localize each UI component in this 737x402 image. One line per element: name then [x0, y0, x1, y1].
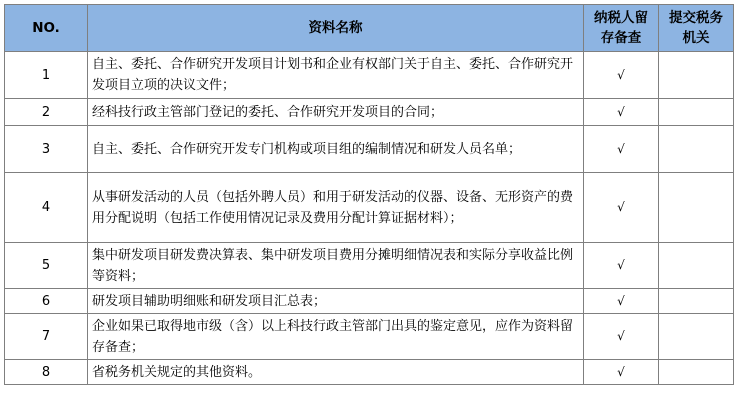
submit-cell — [659, 52, 734, 99]
table-row — [5, 314, 734, 360]
header-retain: 纳税人留存备查 — [584, 5, 659, 52]
document-name: 从事研发活动的人员（包括外聘人员）和用于研发活动的仪器、设备、无形资产的费用分配说明（包括工作使用情况记录及费用分配计算证据材料）； — [88, 173, 584, 243]
submit-cell — [659, 126, 734, 173]
retain-check: √ — [584, 99, 659, 126]
table-header-row — [5, 5, 734, 52]
header-name: 资料名称 — [88, 5, 584, 52]
row-number: 4 — [5, 173, 88, 243]
row-number: 1 — [5, 52, 88, 99]
document-name: 省税务机关规定的其他资料。 — [88, 360, 584, 385]
document-name: 集中研发项目研发费决算表、集中研发项目费用分摊明细情况表和实际分享收益比例等资料； — [88, 243, 584, 289]
document-name: 企业如果已取得地市级（含）以上科技行政主管部门出具的鉴定意见，应作为资料留存备查； — [88, 314, 584, 360]
table-row — [5, 99, 734, 126]
row-number: 7 — [5, 314, 88, 360]
submit-cell — [659, 360, 734, 385]
table-row — [5, 360, 734, 385]
row-number: 6 — [5, 289, 88, 314]
document-name: 经科技行政主管部门登记的委托、合作研究开发项目的合同； — [88, 99, 584, 126]
submit-cell — [659, 173, 734, 243]
header-submit: 提交税务机关 — [659, 5, 734, 52]
row-number: 3 — [5, 126, 88, 173]
document-name: 自主、委托、合作研究开发专门机构或项目组的编制情况和研发人员名单； — [88, 126, 584, 173]
document-name: 研发项目辅助明细账和研发项目汇总表； — [88, 289, 584, 314]
submit-cell — [659, 99, 734, 126]
retain-check: √ — [584, 289, 659, 314]
documents-table — [4, 4, 734, 385]
row-number: 2 — [5, 99, 88, 126]
table-row — [5, 126, 734, 173]
header-no: NO. — [5, 5, 88, 52]
retain-check: √ — [584, 360, 659, 385]
table-row — [5, 52, 734, 99]
document-name: 自主、委托、合作研究开发项目计划书和企业有权部门关于自主、委托、合作研究开发项目立项的决议文件； — [88, 52, 584, 99]
retain-check: √ — [584, 126, 659, 173]
retain-check: √ — [584, 173, 659, 243]
retain-check: √ — [584, 314, 659, 360]
table-row — [5, 243, 734, 289]
retain-check: √ — [584, 243, 659, 289]
table-row — [5, 289, 734, 314]
retain-check: √ — [584, 52, 659, 99]
submit-cell — [659, 243, 734, 289]
table-row — [5, 173, 734, 243]
submit-cell — [659, 289, 734, 314]
submit-cell — [659, 314, 734, 360]
row-number: 5 — [5, 243, 88, 289]
row-number: 8 — [5, 360, 88, 385]
